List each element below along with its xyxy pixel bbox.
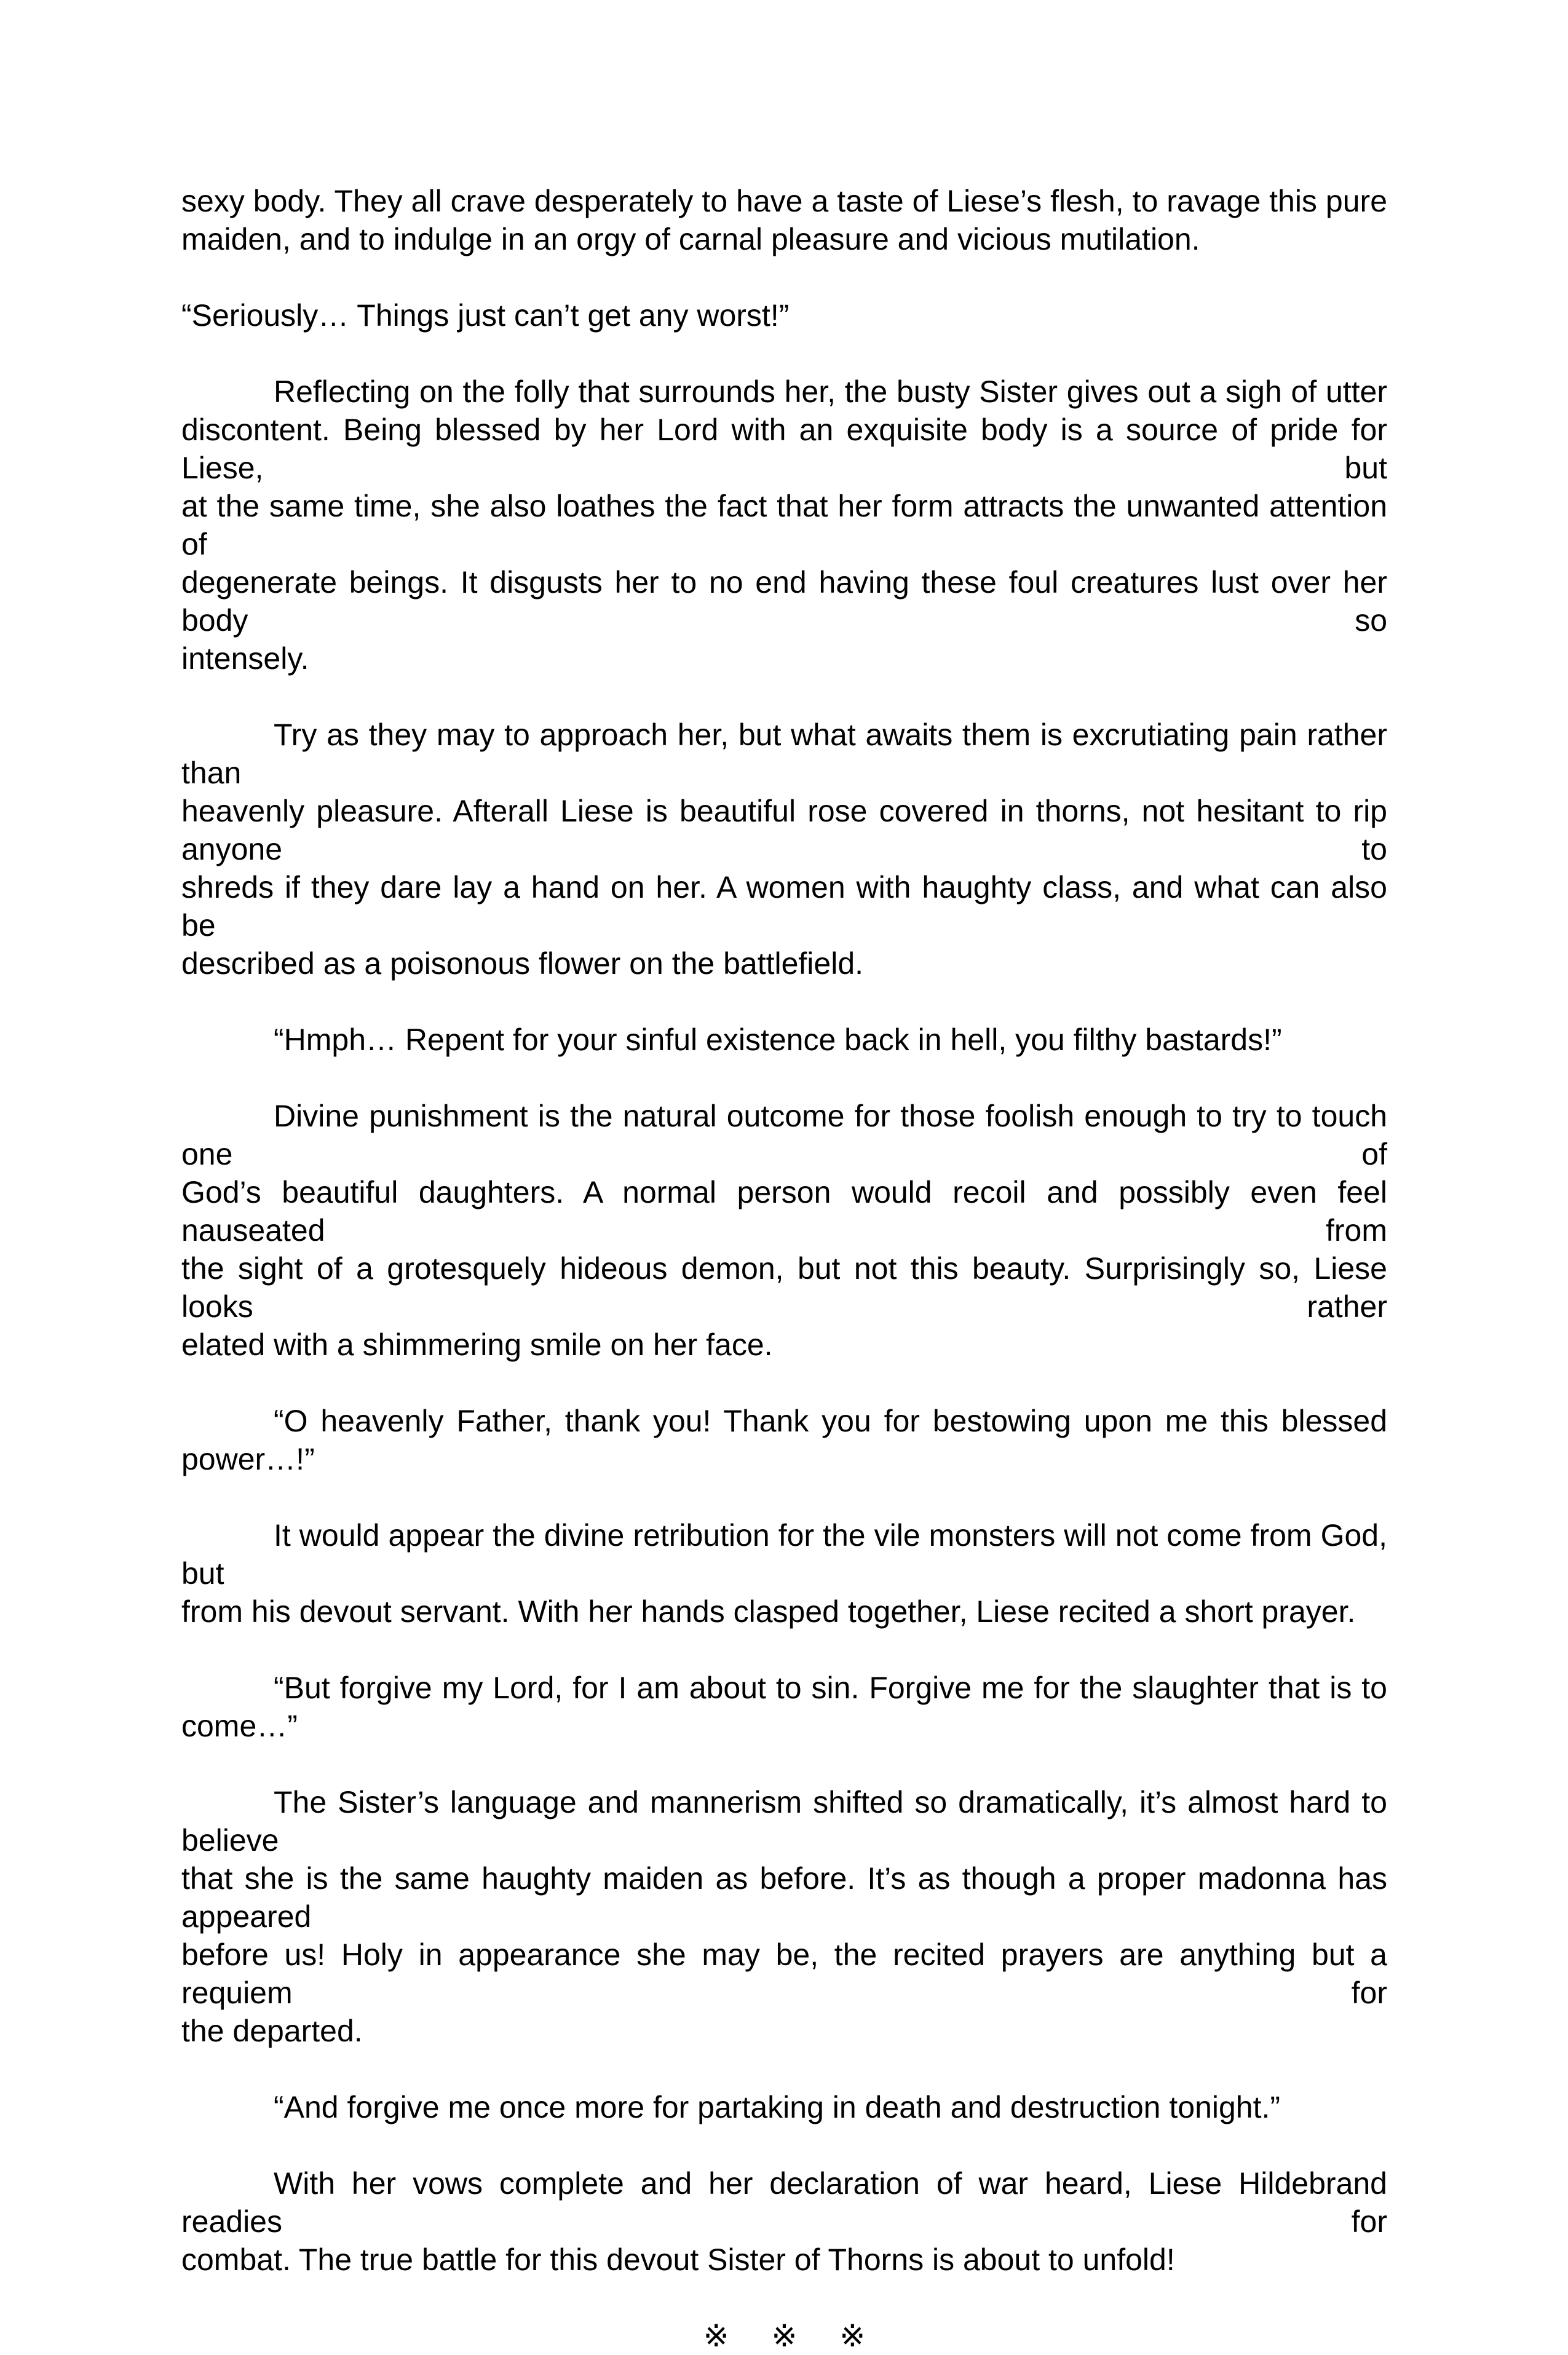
text-line: come…”: [181, 1709, 298, 1743]
paragraph: [181, 1516, 1387, 1631]
text-line: at the same time, she also loathes the fact that her form attracts the unwanted attention of: [181, 489, 1387, 561]
paragraph: [181, 1021, 1387, 1059]
paragraph: [181, 296, 1387, 334]
paragraph: [181, 2088, 1387, 2126]
text-line: combat. The true battle for this devout Sister of Thorns is about to unfold!: [181, 2242, 1175, 2277]
text-line: the departed.: [181, 2014, 363, 2048]
text-line: heavenly pleasure. Afterall Liese is beautiful rose covered in thorns, not hesitant to rip anyone to: [181, 794, 1387, 866]
paragraph: [181, 716, 1387, 983]
text-line: elated with a shimmering smile on her face.: [181, 1328, 773, 1362]
text-line: Reflecting on the folly that surrounds her, the busty Sister gives out a sigh of utter: [274, 374, 1387, 409]
text-line: Divine punishment is the natural outcome for those foolish enough to try to touch one of: [181, 1099, 1387, 1171]
document-text-block: [181, 182, 1387, 2355]
text-line: Try as they may to approach her, but what awaits them is excrutiating pain rather than: [181, 718, 1387, 790]
text-line: “O heavenly Father, thank you! Thank you for bestowing upon me this blessed power…!”: [181, 1404, 1387, 1476]
text-line: from his devout servant. With her hands clasped together, Liese recited a short prayer.: [181, 1594, 1356, 1629]
text-line: described as a poisonous flower on the battlefield.: [181, 946, 864, 981]
text-line: discontent. Being blessed by her Lord with an exquisite body is a source of pride for Liese, but: [181, 413, 1387, 485]
text-line: “Seriously… Things just can’t get any worst!”: [181, 298, 790, 333]
text-line: the sight of a grotesquely hideous demon, but not this beauty. Surprisingly so, Liese looks rather: [181, 1251, 1387, 1324]
text-line: The Sister’s language and mannerism shifted so dramatically, it’s almost hard to believe: [181, 1785, 1387, 1858]
paragraph: [181, 182, 1387, 258]
paragraph: [181, 1402, 1387, 1478]
paragraph: [181, 373, 1387, 678]
text-line: that she is the same haughty maiden as before. It’s as though a proper madonna has appeared: [181, 1861, 1387, 1934]
text-line: sexy body. They all crave desperately to have a taste of Liese’s flesh, to ravage this pure: [181, 184, 1387, 218]
text-line: “But forgive my Lord, for I am about to sin. Forgive me for the slaughter that is to: [274, 1671, 1387, 1705]
paragraph: [181, 2164, 1387, 2279]
text-line: “And forgive me once more for partaking in death and destruction tonight.”: [274, 2090, 1281, 2124]
text-line: God’s beautiful daughters. A normal person would recoil and possibly even feel nauseated from: [181, 1175, 1387, 1248]
text-line: With her vows complete and her declaration of war heard, Liese Hildebrand readies for: [181, 2166, 1387, 2239]
text-line: shreds if they dare lay a hand on her. A women with haughty class, and what can also be: [181, 870, 1387, 943]
text-line: “Hmph… Repent for your sinful existence back in hell, you filthy bastards!”: [274, 1023, 1282, 1057]
paragraph: [181, 1097, 1387, 1364]
text-line: It would appear the divine retribution for the vile monsters will not come from God, but: [181, 1518, 1387, 1591]
paragraph: [181, 1669, 1387, 1745]
text-line: before us! Holy in appearance she may be, the recited prayers are anything but a requiem for: [181, 1937, 1387, 2010]
section-separator: ※ ※ ※: [703, 2319, 866, 2353]
text-line: maiden, and to indulge in an orgy of carnal pleasure and vicious mutilation.: [181, 222, 1200, 256]
text-line: intensely.: [181, 641, 309, 676]
paragraph: [181, 1783, 1387, 2050]
text-line: degenerate beings. It disgusts her to no end having these foul creatures lust over her body so: [181, 565, 1387, 638]
